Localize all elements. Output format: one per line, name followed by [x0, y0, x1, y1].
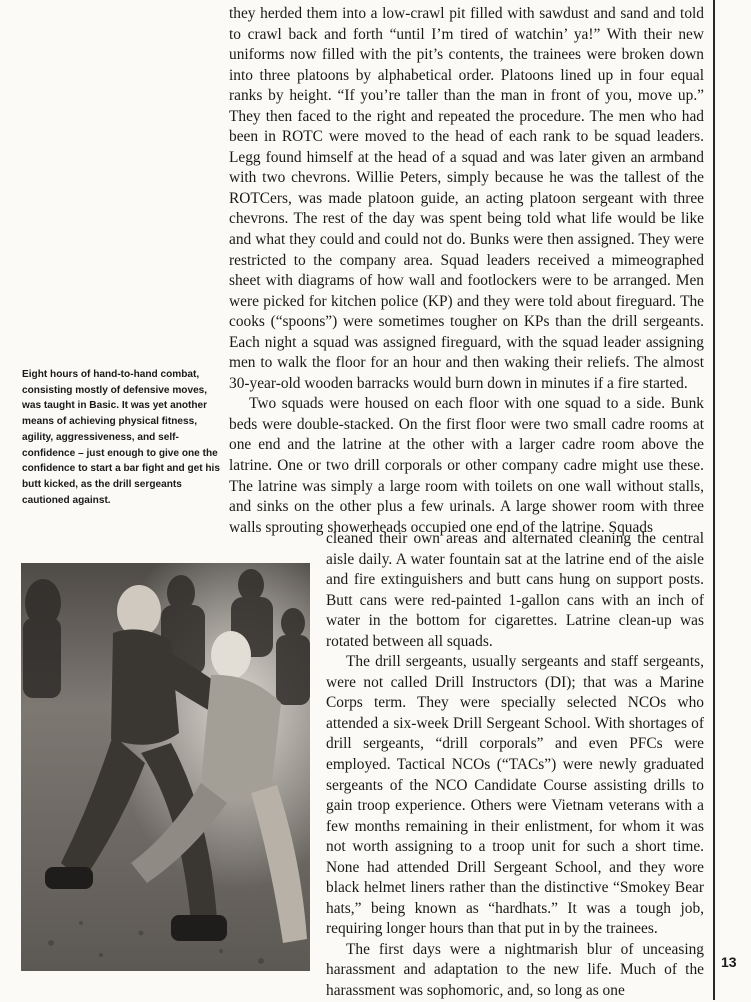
paragraph-barracks-continued: cleaned their own areas and alternated cleaning the central aisle daily. A water fountain sat at the latrine end of the aisle and fire extinguishers and butt cans hung on support posts. Butt cans were red-painted 1-gallon cans with an inch of water in the bottom for cigarettes. Latrine clean-up was rotated between all squads. [326, 530, 704, 650]
narrow-text-column [326, 529, 704, 1002]
page-edge-rule [713, 0, 715, 1000]
page-number: 13 [721, 954, 737, 970]
photo-caption: Eight hours of hand-to-hand combat, consisting mostly of defensive moves, was taught in Basic. It was yet another means of achieving physical fitness, agility, aggressiveness, and self-confidence – just enough to give one the confidence to start a bar fight and get his butt kicked, as the drill sergeants cautioned against. [22, 369, 220, 506]
paragraph-first-days: The first days were a nightmarish blur of unceasing harassment and adaptation to the new life. Much of the harassment was sophomoric, and, so long as one [326, 940, 704, 1000]
hand-to-hand-combat-photo [21, 563, 310, 971]
paragraph-barracks: Two squads were housed on each floor with one squad to a side. Bunk beds were double-stacked. On the first floor were two small cadre rooms at one end and the latrine at the other with a larger cadre room above the latrine. One or two drill corporals or other company cadre might use these. The latrine was simply a large room with toilets on one wall without stalls, and sinks on the other plus a few urinals. A large shower room with three walls sprouting showerheads occupied one end of the latrine. Squads [229, 395, 704, 536]
paragraph-drill-sergeants: The drill sergeants, usually sergeants and staff sergeants, were not called Drill Instructors (DI); that was a Marine Corps term. They were specially selected NCOs who attended a six-week Drill Sergeant School. With shortages of drill sergeants, “drill corporals” and even PFCs were employed. Tactical NCOs (“TACs”) were newly graduated sergeants of the NCO Candidate Course assisting drills to gain troop experience. Others were Vietnam veterans with a few months remaining in their enlistment, for whom it was not worth assigning to a troop unit for such a short time. None had attended Drill Sergeant School, and they wore black helmet liners rather than the distinctive “Smokey Bear hats,” being known as “hardhats.” It was a tough job, requiring longer hours than that put in by the trainees. [326, 653, 704, 938]
paragraph-fireguard: they herded them into a low-crawl pit filled with sawdust and sand and told to crawl back and forth “until I’m tired of watchin’ ya!” With their new uniforms now filled with the pit’s contents, the trainees were broken down into three platoons by alphabetical order. Platoons lined up in four equal ranks by height. “If you’re taller than the man in front of you, move up.” They then faced to the right and repeated the procedure. The men who had been in ROTC were moved to the head of each rank to be squad leaders. Legg found himself at the head of a squad and was later given an armband with two chevrons. Willie Peters, simply because he was the tallest of the ROTCers, was made platoon guide, an acting platoon sergeant with three chevrons. The rest of the day was spent being told what life would be like and what they could and could not do. Bunks were then assigned. They were restricted to the company area. Squad leaders received a mimeographed sheet with diagrams of how wall and footlockers were to be arranged. Men were picked for kitchen police (KP) and they were told about fireguard. The cooks (“spoons”) were sometimes tougher on KPs than the drill sergeants. Each night a squad was assigned fireguard, with the squad leader assigning men to walk the floor for an hour and then waking their reliefs. The almost 30-year-old wooden barracks would burn down in minutes if a fire started. [229, 5, 704, 392]
main-text-column [229, 4, 704, 538]
